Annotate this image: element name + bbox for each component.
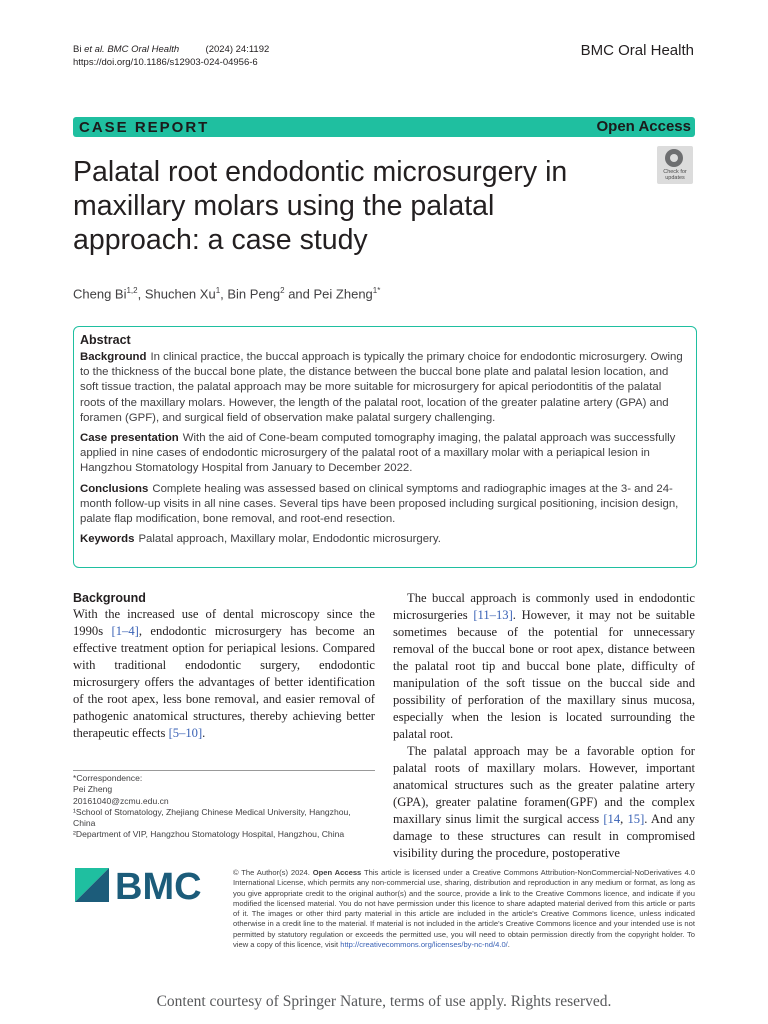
author-separator: and <box>284 286 314 302</box>
abstract-case-label: Case presentation <box>80 432 179 445</box>
body-paragraph <box>393 743 695 862</box>
open-access-label: Open Access <box>596 118 691 135</box>
body-paragraph <box>73 606 375 742</box>
abstract-background-label: Background <box>80 351 147 363</box>
citation-year: (2024) 24:1192 <box>205 44 270 55</box>
abstract-conclusions-label: Conclusions <box>80 482 149 495</box>
body-text: , <box>620 812 628 826</box>
license-link[interactable]: http://creativecommons.org/licenses/by-nc-nd/4.0/ <box>340 940 508 950</box>
affiliation-2: ²Department of VIP, Hangzhou Stomatology Hospital, Hangzhou, China <box>73 829 345 840</box>
correspondence-label: *Correspondence: <box>73 773 143 783</box>
bmc-logo-text: BMC <box>115 866 202 906</box>
body-paragraph <box>393 590 695 743</box>
author-name[interactable]: Shuchen Xu <box>144 286 216 302</box>
body-text: The palatal approach may be a favorable option for palatal roots of maxillary molars. However, important anatomical structures such as the greater palatine artery (GPA), greater palatine foramen(GPF) and the complex maxillary sinus limit the surgical access <box>393 744 695 826</box>
citation-link[interactable]: [5–10] <box>168 726 203 740</box>
citation-authors: Bi <box>73 44 82 55</box>
author-name[interactable]: Pei Zheng <box>313 286 373 302</box>
citation-link[interactable]: [14 <box>603 812 621 826</box>
check-updates-icon <box>665 149 683 167</box>
license-open-access: Open Access <box>312 868 362 877</box>
check-for-updates-badge[interactable] <box>657 146 693 184</box>
abstract-keywords-label: Keywords <box>80 533 135 546</box>
abstract-keywords-text: Palatal approach, Maxillary molar, Endodontic microsurgery. <box>138 533 441 546</box>
citation-line <box>73 43 269 56</box>
abstract-heading: Abstract <box>80 333 131 347</box>
author-name[interactable]: Cheng Bi <box>73 286 127 302</box>
body-column-right <box>393 590 695 862</box>
abstract-case <box>80 431 688 477</box>
author-separator: , <box>137 286 145 302</box>
abstract-conclusions <box>80 482 688 528</box>
running-header <box>73 43 269 69</box>
body-text: , endodontic microsurgery has become an effective treatment option for periapical lesions. Compared with traditional endodontic surgery, endodontic microsurgery offers the advantages of better identification of the root apex, less bone removal, and easier removal of pathogenic anatomical structures, thereby achieving better therapeutic effects <box>73 624 375 740</box>
citation-link[interactable]: [1–4] <box>111 624 139 638</box>
author-affiliation: 1,2 <box>126 286 138 295</box>
author-separator: , <box>220 286 228 302</box>
check-updates-label: Check for updates <box>663 169 687 181</box>
abstract-case-text: With the aid of Cone-beam computed tomography imaging, the palatal approach was successfully applied in nine cases of endodontic microsurgery of the palatal root of a maxillary molar with a periapical lesion in Hangzhou Stomatology Hospital from January to December 2022. <box>80 432 676 475</box>
author-list <box>73 286 380 301</box>
article-title: Palatal root endodontic microsurgery in maxillary molars using the palatal approach: a case study <box>73 156 568 256</box>
body-text: The buccal approach is commonly used in endodontic microsurgeries <box>393 591 695 622</box>
body-column-left <box>73 590 375 742</box>
license-text: This article is licensed under a Creative Commons Attribution-NonCommercial-NoDerivatives 4.0 International License, which permits any non-commercial use, sharing, distribution and reproduction in any medium or format, as long as you give appropriate credit to the original author(s) and the source, provide a link to the Creative Commons licence, and indicate if you modified the licensed material. You do not have permission under this licence to share adapted material derived from this article or parts of it. The images or other third party material in this article are included in the article's Creative Commons licence, unless indicated otherwise in a credit line to the material. If material is not included in the article's Creative Commons licence and your intended use is not permitted by statutory regulation or exceeds the permitted use, you will need to obtain permission directly from the copyright holder. To view a copy of this licence, visit <box>233 868 695 950</box>
correspondence-email[interactable]: 20161040@zcmu.edu.cn <box>73 795 169 806</box>
courtesy-notice: Content courtesy of Springer Nature, terms of use apply. Rights reserved. <box>156 993 612 1010</box>
abstract-keywords <box>80 532 688 547</box>
journal-name: BMC Oral Health <box>580 42 694 59</box>
author-name[interactable]: Bin Peng <box>227 286 281 302</box>
article-type-label: CASE REPORT <box>79 119 210 136</box>
abstract-background <box>80 350 688 426</box>
author-affiliation: 1 <box>215 286 221 295</box>
license-prefix: © The Author(s) 2024. <box>233 868 310 877</box>
section-heading: Background <box>73 591 146 605</box>
body-text: With the increased use of dental microscopy since the 1990s <box>73 607 375 638</box>
affiliation-1: ¹School of Stomatology, Zhejiang Chinese Medical University, Hangzhou, China <box>73 806 351 829</box>
abstract-box <box>73 326 697 568</box>
footnotes <box>73 773 375 841</box>
bmc-logo-icon <box>73 862 213 906</box>
body-text: . However, it may not be suitable sometimes because of the potential for unnecessary removal of the buccal bone or root apex, distance between the palatal root tip and buccal bone plate, difficulty of manipulation of the soft tissue on the buccal side and possibility of perforation of the maxillary sinus mucosa, especially when the lesion is located surrounding the palatal root. <box>393 608 695 741</box>
license-suffix: . <box>507 940 510 950</box>
citation-journal: et al. BMC Oral Health <box>84 44 180 55</box>
abstract-conclusions-text: Complete healing was assessed based on clinical symptoms and radiographic images at the 3- and 24-month follow-up visits in all nine cases. Several tips have been proposed including surgical positioning, incision design, palate flap modification, bone removal, and root-end resection. <box>80 482 679 526</box>
citation-link[interactable]: 15] <box>627 812 645 826</box>
author-affiliation: 2 <box>280 286 285 295</box>
doi-link[interactable]: https://doi.org/10.1186/s12903-024-04956-6 <box>73 57 258 68</box>
bmc-logo <box>73 862 213 906</box>
abstract-background-text: In clinical practice, the buccal approach is typically the primary choice for endodontic microsurgery. Owing to the thickness of the buccal bone plate, the distance between the buccal bone plate and palatal lesion location, and soft tissue traction, the palatal approach may be more suitable for microsurgery for apical periodontitis of the palatal roots of the maxillary molars. However, the length of the palatal root, location of the greater palatine artery (GPA) and foramen (GPF), and surgical field of observation make palatal surgery challenging. <box>80 351 683 424</box>
article-type-banner <box>73 117 695 137</box>
author-affiliation: 1* <box>372 286 381 295</box>
body-text: . And any damage to these structures can result in compromised visibility during the procedure, postoperative <box>393 812 696 860</box>
citation-link[interactable]: [11–13] <box>473 608 513 622</box>
footnote-divider <box>73 770 375 771</box>
correspondence-name: Pei Zheng <box>73 784 113 795</box>
license-statement <box>233 868 695 950</box>
body-text: . <box>202 726 206 740</box>
